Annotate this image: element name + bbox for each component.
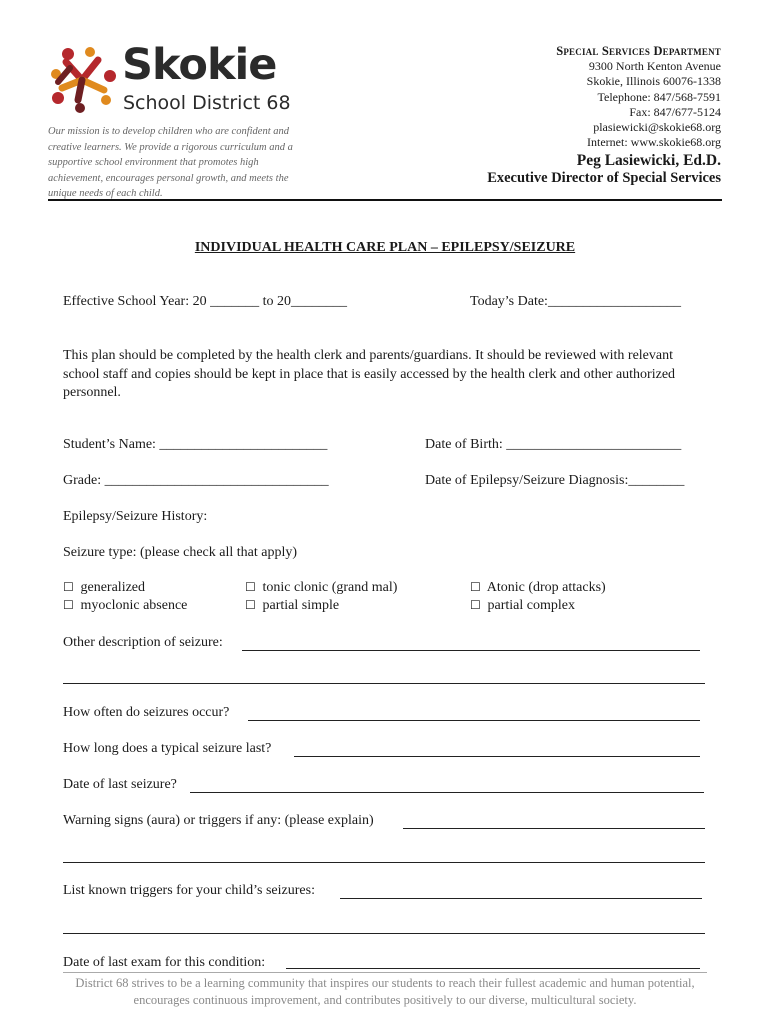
address: 9300 North Kenton Avenue (588, 59, 721, 74)
instructions: This plan should be completed by the health clerk and parents/guardians. It should be reviewed with relevant school staff and copies should be kept in place that is easily accessed by the health clerk and other authorized personnel. (63, 348, 676, 400)
seizure-type-label: Seizure type: (please check all that apply) (63, 545, 298, 560)
grade-field[interactable]: Grade: ________________________________ (63, 473, 329, 488)
department-contact (556, 44, 721, 150)
how-long-label: How long does a typical seizure last? (63, 741, 272, 756)
todays-date-field[interactable]: Today’s Date:___________________ (470, 294, 681, 309)
known-triggers-label: List known triggers for your child’s seizures: (63, 883, 315, 898)
checkbox-icon[interactable]: ☐ (245, 598, 256, 612)
warning-signs-label: Warning signs (aura) or triggers if any: (please explain) (63, 813, 374, 828)
school-year-field[interactable]: Effective School Year: 20 _______ to 20________ (63, 294, 347, 309)
email: plasiewicki@skokie68.org (593, 120, 721, 135)
footer-line-2: encourages continuous improvement, and contributes positively to our diverse, multicultural society. (133, 993, 637, 1007)
history-label: Epilepsy/Seizure History: (63, 509, 208, 524)
checkbox-icon[interactable]: ☐ (63, 580, 74, 594)
last-seizure-label: Date of last seizure? (63, 777, 177, 792)
fax: Fax: 847/677-5124 (629, 104, 721, 119)
option-tonic-clonic[interactable]: ☐ tonic clonic (grand mal) (245, 580, 398, 595)
footer-divider (63, 972, 707, 973)
last-exam-line[interactable] (286, 968, 700, 969)
option-generalized[interactable]: ☐ generalized (63, 580, 146, 595)
how-long-line[interactable] (294, 756, 700, 757)
other-description-line-2[interactable] (63, 683, 705, 684)
warning-signs-line-2[interactable] (63, 862, 705, 863)
district-logo-icon (48, 46, 118, 116)
logo-subtitle: School District 68 (123, 92, 291, 114)
department-name: Special Services Department (556, 44, 721, 58)
option-atonic[interactable]: ☐ Atonic (drop attacks) (470, 580, 606, 595)
header-divider (48, 199, 722, 201)
checkbox-icon[interactable]: ☐ (245, 580, 256, 594)
other-description-line[interactable] (242, 650, 700, 651)
checkbox-icon[interactable]: ☐ (63, 598, 74, 612)
city: Skokie, Illinois 60076-1338 (586, 74, 721, 89)
footer-line-1: District 68 strives to be a learning community that inspires our students to reach their fullest academic and human potential, (75, 976, 695, 990)
known-triggers-line[interactable] (340, 898, 702, 899)
director-title: Executive Director of Special Services (487, 170, 721, 186)
footer (0, 975, 770, 1009)
checkbox-icon[interactable]: ☐ (470, 598, 481, 612)
date-of-birth-field[interactable]: Date of Birth: _________________________ (425, 437, 682, 452)
how-often-label: How often do seizures occur? (63, 705, 230, 720)
mission-statement: Our mission is to develop children who are confident and creative learners. We provide a rigorous curriculum and a supportive school environment that promotes high achievement, encourages personal growth, and meets the unique needs of each child. (48, 126, 293, 199)
option-myoclonic-absence[interactable]: ☐ myoclonic absence (63, 598, 188, 613)
last-exam-label: Date of last exam for this condition: (63, 955, 266, 970)
telephone: Telephone: 847/568-7591 (597, 89, 721, 104)
other-description-label: Other description of seizure: (63, 635, 223, 650)
option-partial-simple[interactable]: ☐ partial simple (245, 598, 340, 613)
option-partial-complex[interactable]: ☐ partial complex (470, 598, 575, 613)
diagnosis-date-field[interactable]: Date of Epilepsy/Seizure Diagnosis:________ (425, 473, 685, 488)
warning-signs-line[interactable] (403, 828, 705, 829)
checkbox-icon[interactable]: ☐ (470, 580, 481, 594)
form-title: INDIVIDUAL HEALTH CARE PLAN – EPILEPSY/SEIZURE (194, 240, 576, 255)
director-name: Peg Lasiewicki, Ed.D. (576, 152, 721, 169)
how-often-line[interactable] (248, 720, 700, 721)
logo-name: Skokie (122, 40, 277, 90)
student-name-field[interactable]: Student’s Name: ________________________ (63, 437, 328, 452)
known-triggers-line-2[interactable] (63, 933, 705, 934)
internet: Internet: www.skokie68.org (587, 135, 721, 150)
last-seizure-line[interactable] (190, 792, 704, 793)
